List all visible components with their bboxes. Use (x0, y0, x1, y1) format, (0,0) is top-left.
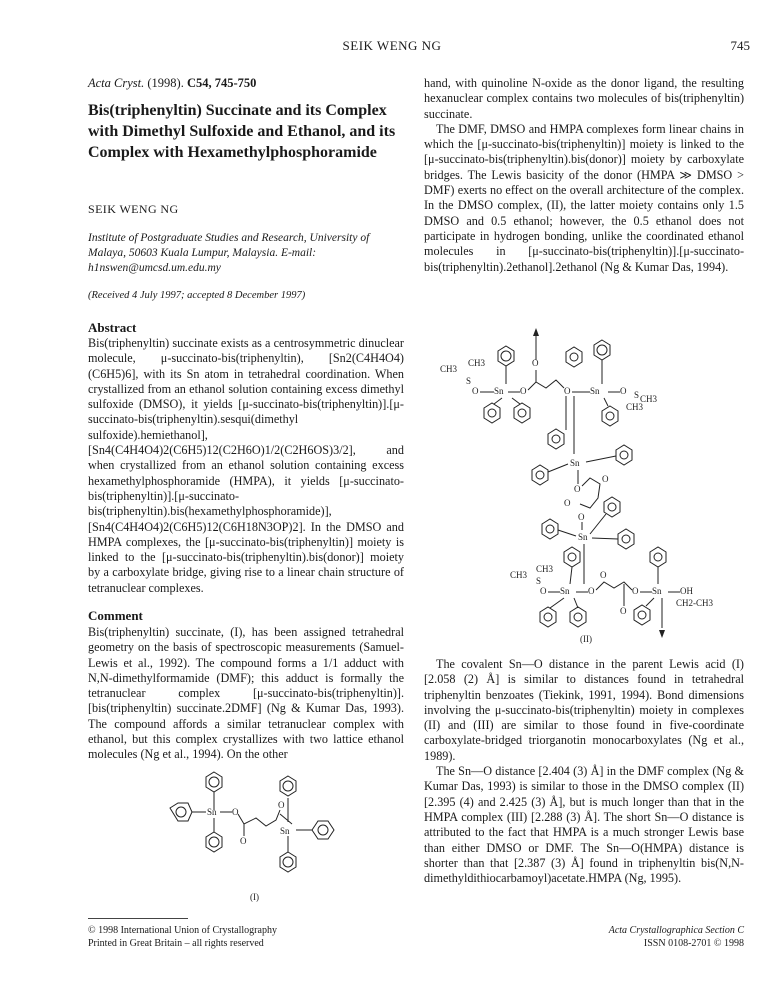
citation (88, 76, 404, 91)
right-paragraph-1: hand, with quinoline N-oxide as the donor ligand, the resulting hexanuclear complex contains two molecules of bis(triphenyltin) succinate. (424, 76, 744, 121)
svg-text:CH3: CH3 (510, 570, 528, 580)
footer-right (609, 924, 744, 950)
phenyl-ring (312, 821, 334, 839)
svg-text:Sn: Sn (652, 586, 662, 596)
phenyl-ring (532, 465, 548, 485)
scheme-I-label: (I) (250, 892, 259, 902)
svg-text:O: O (620, 386, 627, 396)
citation-journal: Acta Cryst. (88, 76, 145, 90)
phenyl-ring (618, 529, 634, 549)
phenyl-ring (634, 605, 650, 625)
institution: Institute of Postgraduate Studies and Research, University of Malaya, 50603 Kuala Lumpur, Malaysia. E-mail: h1nswen@umcsd.um.edu.my (88, 232, 370, 274)
svg-text:O: O (578, 512, 585, 522)
received-dates: (Received 4 July 1997; accepted 8 December 1997) (88, 290, 306, 301)
svg-text:Sn: Sn (494, 386, 504, 396)
scheme-II-diagram (440, 326, 740, 646)
svg-text:O: O (588, 586, 595, 596)
phenyl-ring (206, 772, 222, 792)
phenyl-ring (280, 776, 296, 796)
author: SEIK WENG NG (88, 202, 179, 216)
phenyl-ring (616, 445, 632, 465)
svg-text:O: O (520, 386, 527, 396)
svg-text:CH3: CH3 (468, 358, 486, 368)
phenyl-ring (564, 547, 580, 567)
svg-text:O: O (600, 570, 607, 580)
phenyl-ring (604, 497, 620, 517)
citation-year: (1998). (147, 76, 184, 90)
svg-text:O: O (472, 386, 479, 396)
phenyl-ring (542, 519, 558, 539)
svg-text:O: O (632, 586, 639, 596)
svg-text:O: O (532, 358, 539, 368)
svg-text:S: S (634, 390, 640, 400)
svg-text:OH: OH (680, 586, 693, 596)
sn-atom-label: Sn (207, 807, 217, 817)
phenyl-ring (602, 406, 618, 426)
abstract-heading: Abstract (88, 320, 137, 335)
copyright: © 1998 International Union of Crystallography (88, 925, 277, 936)
citation-volume: C54, 745-750 (186, 76, 257, 90)
running-title: SEIK WENG NG (342, 38, 442, 53)
abstract-text (88, 336, 404, 596)
svg-text:Sn: Sn (578, 532, 588, 542)
journal-name: Acta Crystallographica Section C (608, 925, 744, 936)
footer-rule (88, 918, 188, 919)
scheme-II-label: (II) (580, 634, 592, 644)
svg-text:CH3: CH3 (440, 364, 458, 374)
phenyl-ring (170, 803, 192, 821)
svg-text:O: O (278, 800, 285, 810)
phenyl-ring (594, 340, 610, 360)
svg-text:O: O (620, 606, 627, 616)
footer-left (88, 924, 277, 950)
phenyl-ring (206, 832, 222, 852)
page-number: 745 (730, 38, 750, 53)
phenyl-ring (548, 429, 564, 449)
svg-text:O: O (540, 586, 547, 596)
svg-text:O: O (602, 474, 609, 484)
phenyl-ring (650, 547, 666, 567)
svg-text:O: O (564, 498, 571, 508)
svg-text:O: O (564, 386, 571, 396)
right-paragraph-2: The DMF, DMSO and HMPA complexes form linear chains in which the [μ-succinato-bis(triphenyltin)] moiety is linked to the [μ-succinato-bis(triphenyltin).bis(donor)] moiety by carboxylate bridges. The Lewis basicity of the donor (HMPA ≫ DMSO > DMF) exerts no effect on the overall architecture of the complex. In the DMSO complex, (II), the latter moiety contains only 1.5 DMSO and 0.5 ethanol; however, the 0.5 ethanol does not participate in hydrogen bonding, unlike the coordinated ethanol molecules in [μ-succinato-bis(triphenyltin)].[μ-succinato-bis(triphenyltin).2ethanol].2ethanol (Ng & Kumar Das, 1994). (424, 121, 744, 274)
comment-paragraph: Bis(triphenyltin) succinate, (I), has been assigned tetrahedral geometry on the basis of spectroscopic measurements (Samuel-Lewis et al., 1992). The compound forms a 1/1 adduct with N,N-dimethylformamide (DMF); this adduct is formally the tetranuclear complex [μ-succinato-bis(triphenyltin)].[bis(triphenyltin) succinate.2DMF] (Ng & Kumar Das, 1993). The compound affords a similar tetranuclear complex with ethanol, but this complex crystallizes with two lattice ethanol molecules (Ng et al., 1994). On the other (88, 625, 404, 762)
phenyl-ring (280, 852, 296, 872)
svg-text:S: S (466, 376, 472, 386)
svg-text:Sn: Sn (590, 386, 600, 396)
svg-text:O: O (240, 836, 247, 846)
phenyl-ring (484, 403, 500, 423)
svg-text:Sn: Sn (560, 586, 570, 596)
phenyl-ring (498, 346, 514, 366)
o-atom-label: O (232, 807, 239, 817)
paper-title: Bis(triphenyltin) Succinate and its Complex with Dimethyl Sulfoxide and Ethanol, and its Complex with Hexamethylphosphoramide (88, 102, 396, 161)
right-paragraph-4: The Sn—O distance [2.404 (3) Å] in the DMF complex (Ng & Kumar Das, 1993) is similar to those in the DMSO complex (II) [2.395 (4) and 2.425 (3) Å], but is much longer than that in the HMPA complex (III) [2.288 (3) Å]. The short Sn—O distance is attributed to the fact that HMPA is a much stronger Lewis base than either DMSO or DMF. The Sn—O(HMPA) distance is shorter than that [2.387 (3) Å] found in triphenyltin bis(N,N-dimethyldithiocarbamoyl)acetate.HMPA (Ng, 1995). (424, 764, 744, 886)
svg-text:CH2-CH3: CH2-CH3 (676, 598, 714, 608)
printed-note: Printed in Great Britain – all rights reserved (88, 938, 264, 949)
phenyl-ring (540, 607, 556, 627)
svg-text:CH3: CH3 (626, 402, 644, 412)
svg-text:O: O (574, 484, 581, 494)
phenyl-ring (566, 347, 582, 367)
svg-text:CH3: CH3 (536, 564, 554, 574)
svg-text:Sn: Sn (570, 458, 580, 468)
right-paragraph-3: The covalent Sn—O distance in the parent Lewis acid (I) [2.058 (2) Å] is similar to distances found in tetrahedral triphenyltin benzoates (Tiekink, 1991, 1994). Bond dimensions involving the μ-succinato-bis(triphenyltin) moiety in complexes (II) and (III) are similar to those found in five-coordinate carboxylate-bridged triorganotin monocarboxylates (Ng et al., 1989). (424, 657, 744, 763)
right-column-top (424, 76, 744, 275)
svg-text:CH3: CH3 (640, 394, 658, 404)
phenyl-ring (570, 607, 586, 627)
right-column-bottom (424, 657, 744, 886)
issn: ISSN 0108-2701 © 1998 (643, 938, 744, 949)
comment-text (88, 625, 404, 763)
comment-heading: Comment (88, 608, 143, 623)
svg-text:S: S (536, 576, 542, 586)
scheme-I-diagram (162, 768, 352, 908)
svg-text:Sn: Sn (280, 826, 290, 836)
abstract-paragraph: Bis(triphenyltin) succinate exists as a centrosymmetric dinuclear molecule, μ-succinato-bis(triphenyltin), [Sn2(C4H4O4)(C6H5)6], with its Sn atom in tetrahedral coordination. When crystallized from an ethanol solution containing excess dimethyl sulfoxide (DMSO), it yields [μ-succinato-bis(triphenyltin)].[μ-succinato-bis(triphenyltin).sesqui(dimethyl sulfoxide).hemiethanol], [Sn4(C4H4O4)2(C6H5)12(C2H6O)1/2(C2H6OS)3/2], and when crystallized from an ethanol solution containing excess hexamethylphosphoramide (HMPA), it yields [μ-succinato-bis(triphenyltin)].[μ-succinato-bis(triphenyltin).bis(hexamethylphosphoramide)], [Sn4(C4H4O4)2(C6H5)12(C6H18N3OP)2]. In the DMSO and HMPA complexes, the [μ-succinato-bis(triphenyltin)] moiety is linked to the [μ-succinato-bis(triphenyltin).bis(donor)] moiety by a carboxylate bridge, giving rise to a linear chain structure of tetranuclear complexes. (88, 336, 404, 595)
phenyl-ring (514, 403, 530, 423)
